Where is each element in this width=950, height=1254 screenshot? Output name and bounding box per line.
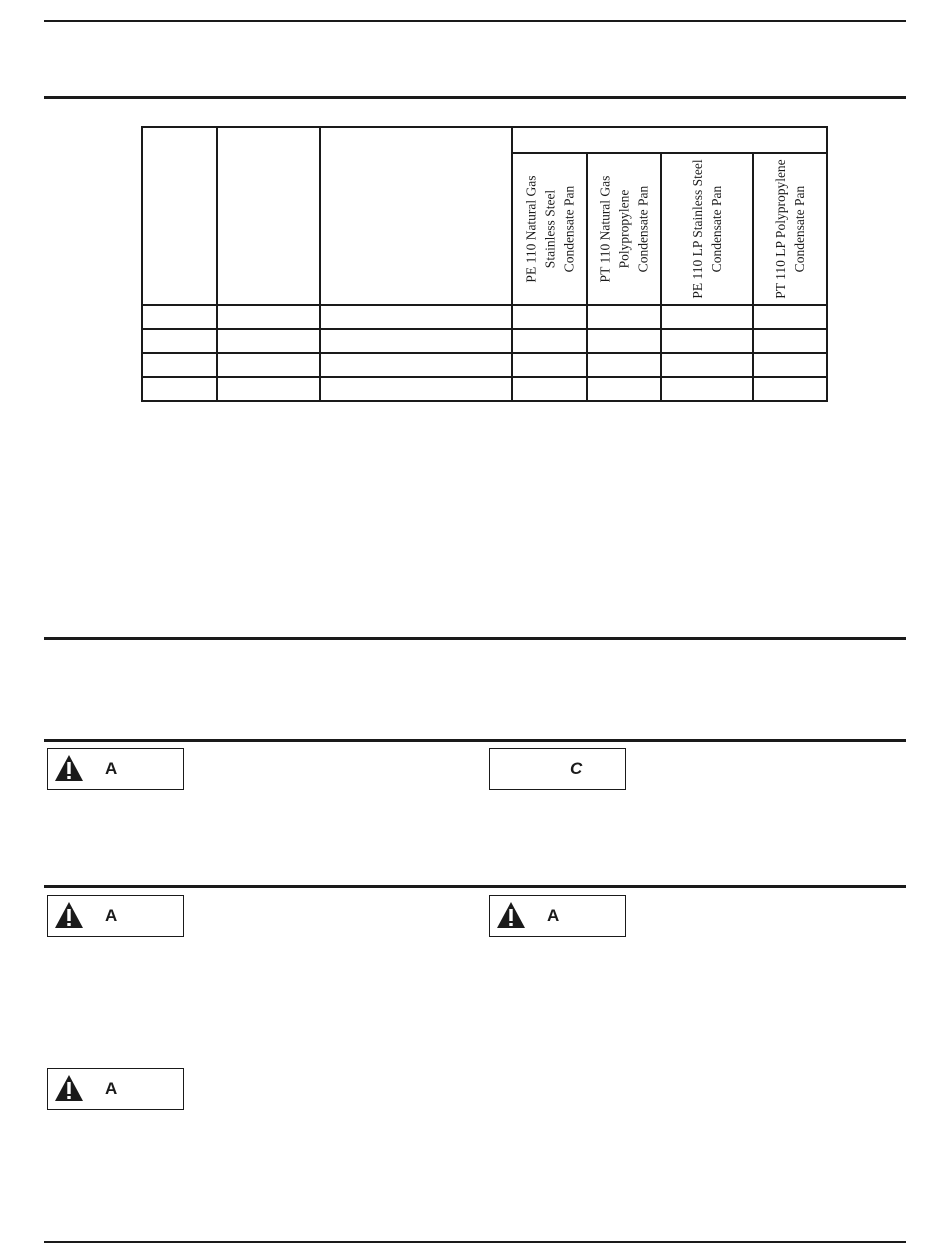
model-header-label: PT 110 LP Polypropylene Condensate Pan bbox=[773, 159, 807, 299]
table-header-cell bbox=[217, 127, 320, 305]
top-rule bbox=[44, 20, 906, 22]
signal-word: C bbox=[570, 759, 583, 778]
table-header-cell bbox=[320, 127, 512, 305]
warning-triangle-icon bbox=[54, 1074, 84, 1102]
caution-badge bbox=[489, 748, 626, 790]
warning-badge bbox=[489, 895, 626, 937]
table-row bbox=[142, 377, 827, 401]
model-table bbox=[141, 126, 828, 402]
warning-triangle-icon bbox=[54, 754, 84, 782]
section-rule bbox=[44, 637, 906, 640]
section-rule bbox=[44, 96, 906, 99]
warning-badge bbox=[47, 895, 184, 937]
table-row bbox=[142, 329, 827, 353]
table-row bbox=[142, 353, 827, 377]
table-header-cell bbox=[142, 127, 217, 305]
warning-triangle-icon bbox=[496, 901, 526, 929]
table-row bbox=[142, 305, 827, 329]
section-rule bbox=[44, 885, 906, 888]
model-header-label: PT 110 Natural Gas Polypropylene Condensate Pan bbox=[597, 175, 651, 283]
signal-word: A bbox=[547, 906, 560, 925]
model-header-label: PE 110 Natural Gas Stainless Steel Condensate Pan bbox=[523, 175, 576, 283]
model-header-cell bbox=[753, 153, 827, 305]
warning-triangle-icon bbox=[54, 901, 84, 929]
table-group-header bbox=[512, 127, 827, 153]
signal-word: A bbox=[105, 759, 118, 778]
section-rule bbox=[44, 739, 906, 742]
model-header-cell bbox=[587, 153, 661, 305]
model-header-cell bbox=[661, 153, 753, 305]
model-header-cell bbox=[512, 153, 587, 305]
warning-badge bbox=[47, 1068, 184, 1110]
signal-word: A bbox=[105, 906, 118, 925]
table-header-row bbox=[142, 127, 827, 153]
model-header-label: PE 110 LP Stainless Steel Condensate Pan bbox=[690, 159, 724, 299]
signal-word: A bbox=[105, 1079, 118, 1098]
warning-badge bbox=[47, 748, 184, 790]
bottom-rule bbox=[44, 1241, 906, 1243]
